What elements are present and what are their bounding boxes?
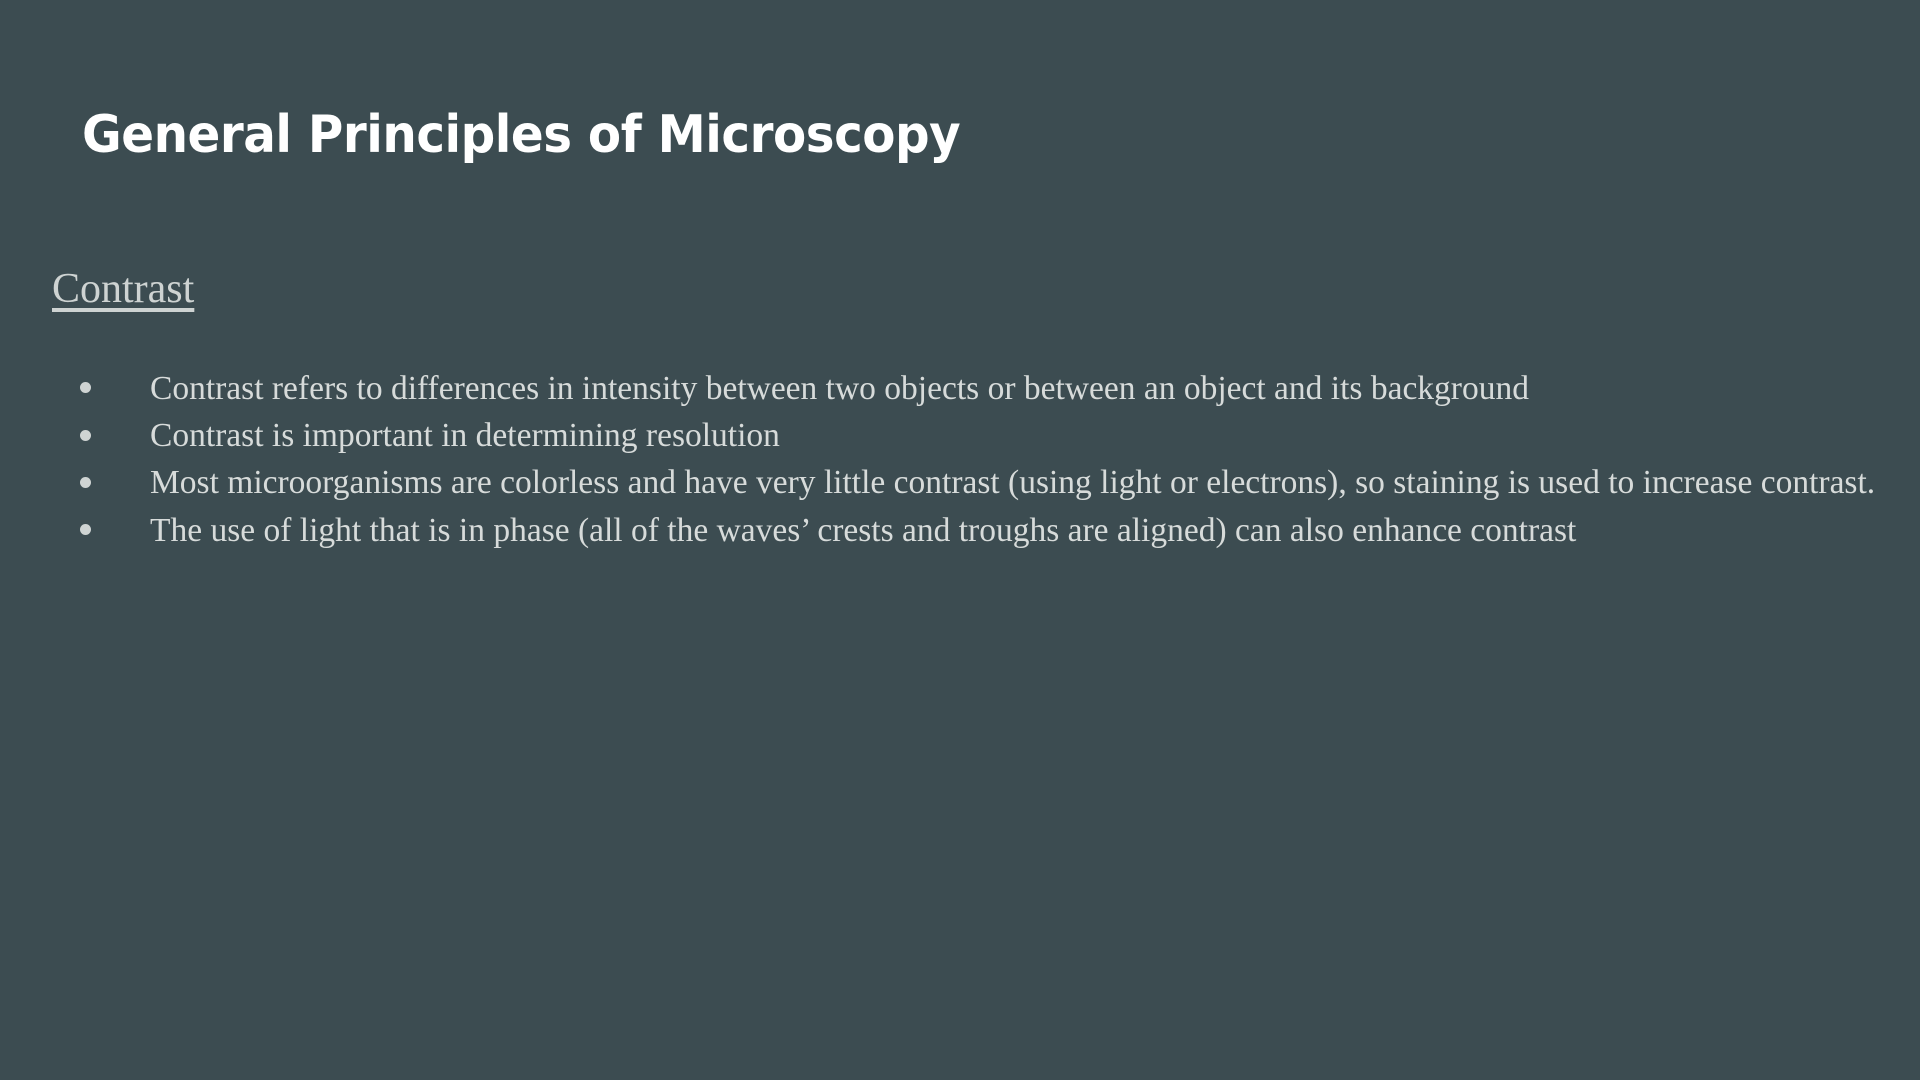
bullet-dot-icon — [80, 477, 91, 488]
bullet-list — [60, 365, 1890, 554]
list-item-text: The use of light that is in phase (all of the waves’ crests and troughs are aligned) can also enhance contrast — [150, 511, 1577, 549]
list-item-text: Contrast refers to differences in intensity between two objects or between an object and its background — [150, 370, 1529, 407]
section-heading-contrast: Contrast — [52, 266, 195, 312]
list-item-text: Contrast is important in determining resolution — [150, 417, 780, 455]
bullet-dot-icon — [80, 524, 91, 535]
bullet-dot-icon — [80, 382, 91, 393]
list-item — [60, 412, 1890, 459]
list-item — [60, 365, 1890, 412]
bullet-dot-icon — [80, 430, 91, 441]
page-title: General Principles of Microscopy — [82, 105, 961, 165]
list-item — [60, 459, 1890, 506]
list-item — [60, 507, 1890, 554]
list-item-text: Most microorganisms are colorless and have very little contrast (using light or electrons), so staining is used to increase contrast. — [150, 464, 1876, 502]
